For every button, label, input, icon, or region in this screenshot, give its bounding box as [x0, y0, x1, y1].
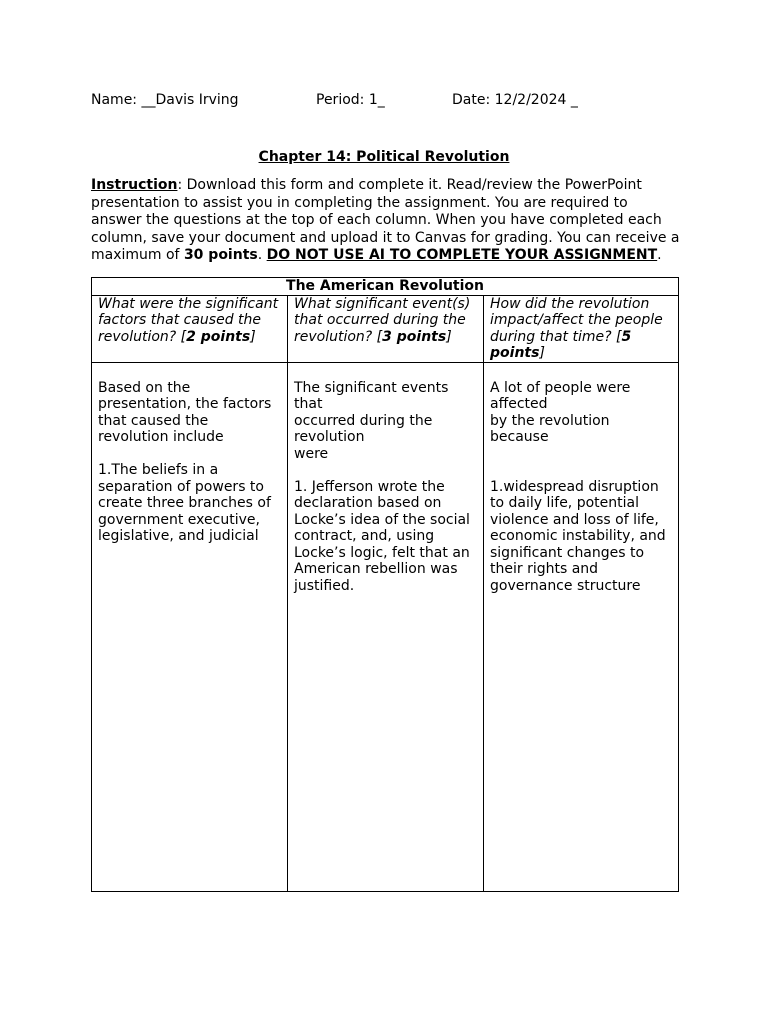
- question-bracket: ]: [446, 328, 452, 345]
- revolution-table: [91, 277, 679, 892]
- answer-impact[interactable]: A lot of people were affected by the revolution because 1.widespread disruption to daily life, potential violence and loss of life, economic instability, and significant changes to their rights and governance structure: [484, 362, 679, 892]
- question-bracket: ]: [539, 345, 545, 361]
- question-causes: [92, 295, 288, 362]
- instruction-text: : Download this form and complete it. Read/review the PowerPoint presentation to assist you in completing the assignment. You are required to answer the questions at the top of each column. When you have completed each column, save your document and upload it to Canvas for grading. You can receive a maximum of: [91, 177, 680, 263]
- date-field: Date: 12/2/2024 _: [452, 92, 578, 108]
- question-points: 3 points: [382, 328, 447, 345]
- instruction-text-end: .: [657, 247, 662, 263]
- answer-row: [92, 362, 679, 892]
- question-text: What significant event(s) that occurred during the revolution? [: [294, 295, 471, 345]
- answer-events[interactable]: The significant events that occurred during the revolution were 1. Jefferson wrote the declaration based on Locke’s idea of the social contract, and, using Locke’s logic, felt that an American rebellion was justified.: [288, 362, 484, 892]
- question-row: [92, 295, 679, 362]
- question-points: 5 points: [490, 328, 632, 361]
- max-points: 30 points: [183, 247, 258, 263]
- page-title: Chapter 14: Political Revolution: [258, 149, 510, 165]
- table-caption: The American Revolution: [92, 278, 679, 296]
- question-events: [288, 295, 484, 362]
- question-impact: [484, 295, 679, 362]
- question-text: What were the significant factors that caused the revolution? [: [98, 295, 279, 345]
- student-info-header: [91, 92, 691, 112]
- question-bracket: ]: [250, 328, 256, 345]
- instruction-paragraph: [91, 177, 681, 265]
- question-points: 2 points: [186, 328, 251, 345]
- instruction-label: Instruction: [91, 177, 178, 193]
- answer-causes[interactable]: Based on the presentation, the factors that caused the revolution include 1.The beliefs in a separation of powers to create three branches of government executive, legislative, and judicial: [92, 362, 288, 892]
- instruction-text-separator: .: [257, 247, 267, 263]
- question-text: How did the revolution impact/affect the people during that time? [: [490, 295, 663, 345]
- name-field: Name: __Davis Irving: [91, 92, 239, 108]
- ai-warning: DO NOT USE AI TO COMPLETE YOUR ASSIGNMENT: [266, 247, 658, 263]
- period-field: Period: 1_: [316, 92, 385, 108]
